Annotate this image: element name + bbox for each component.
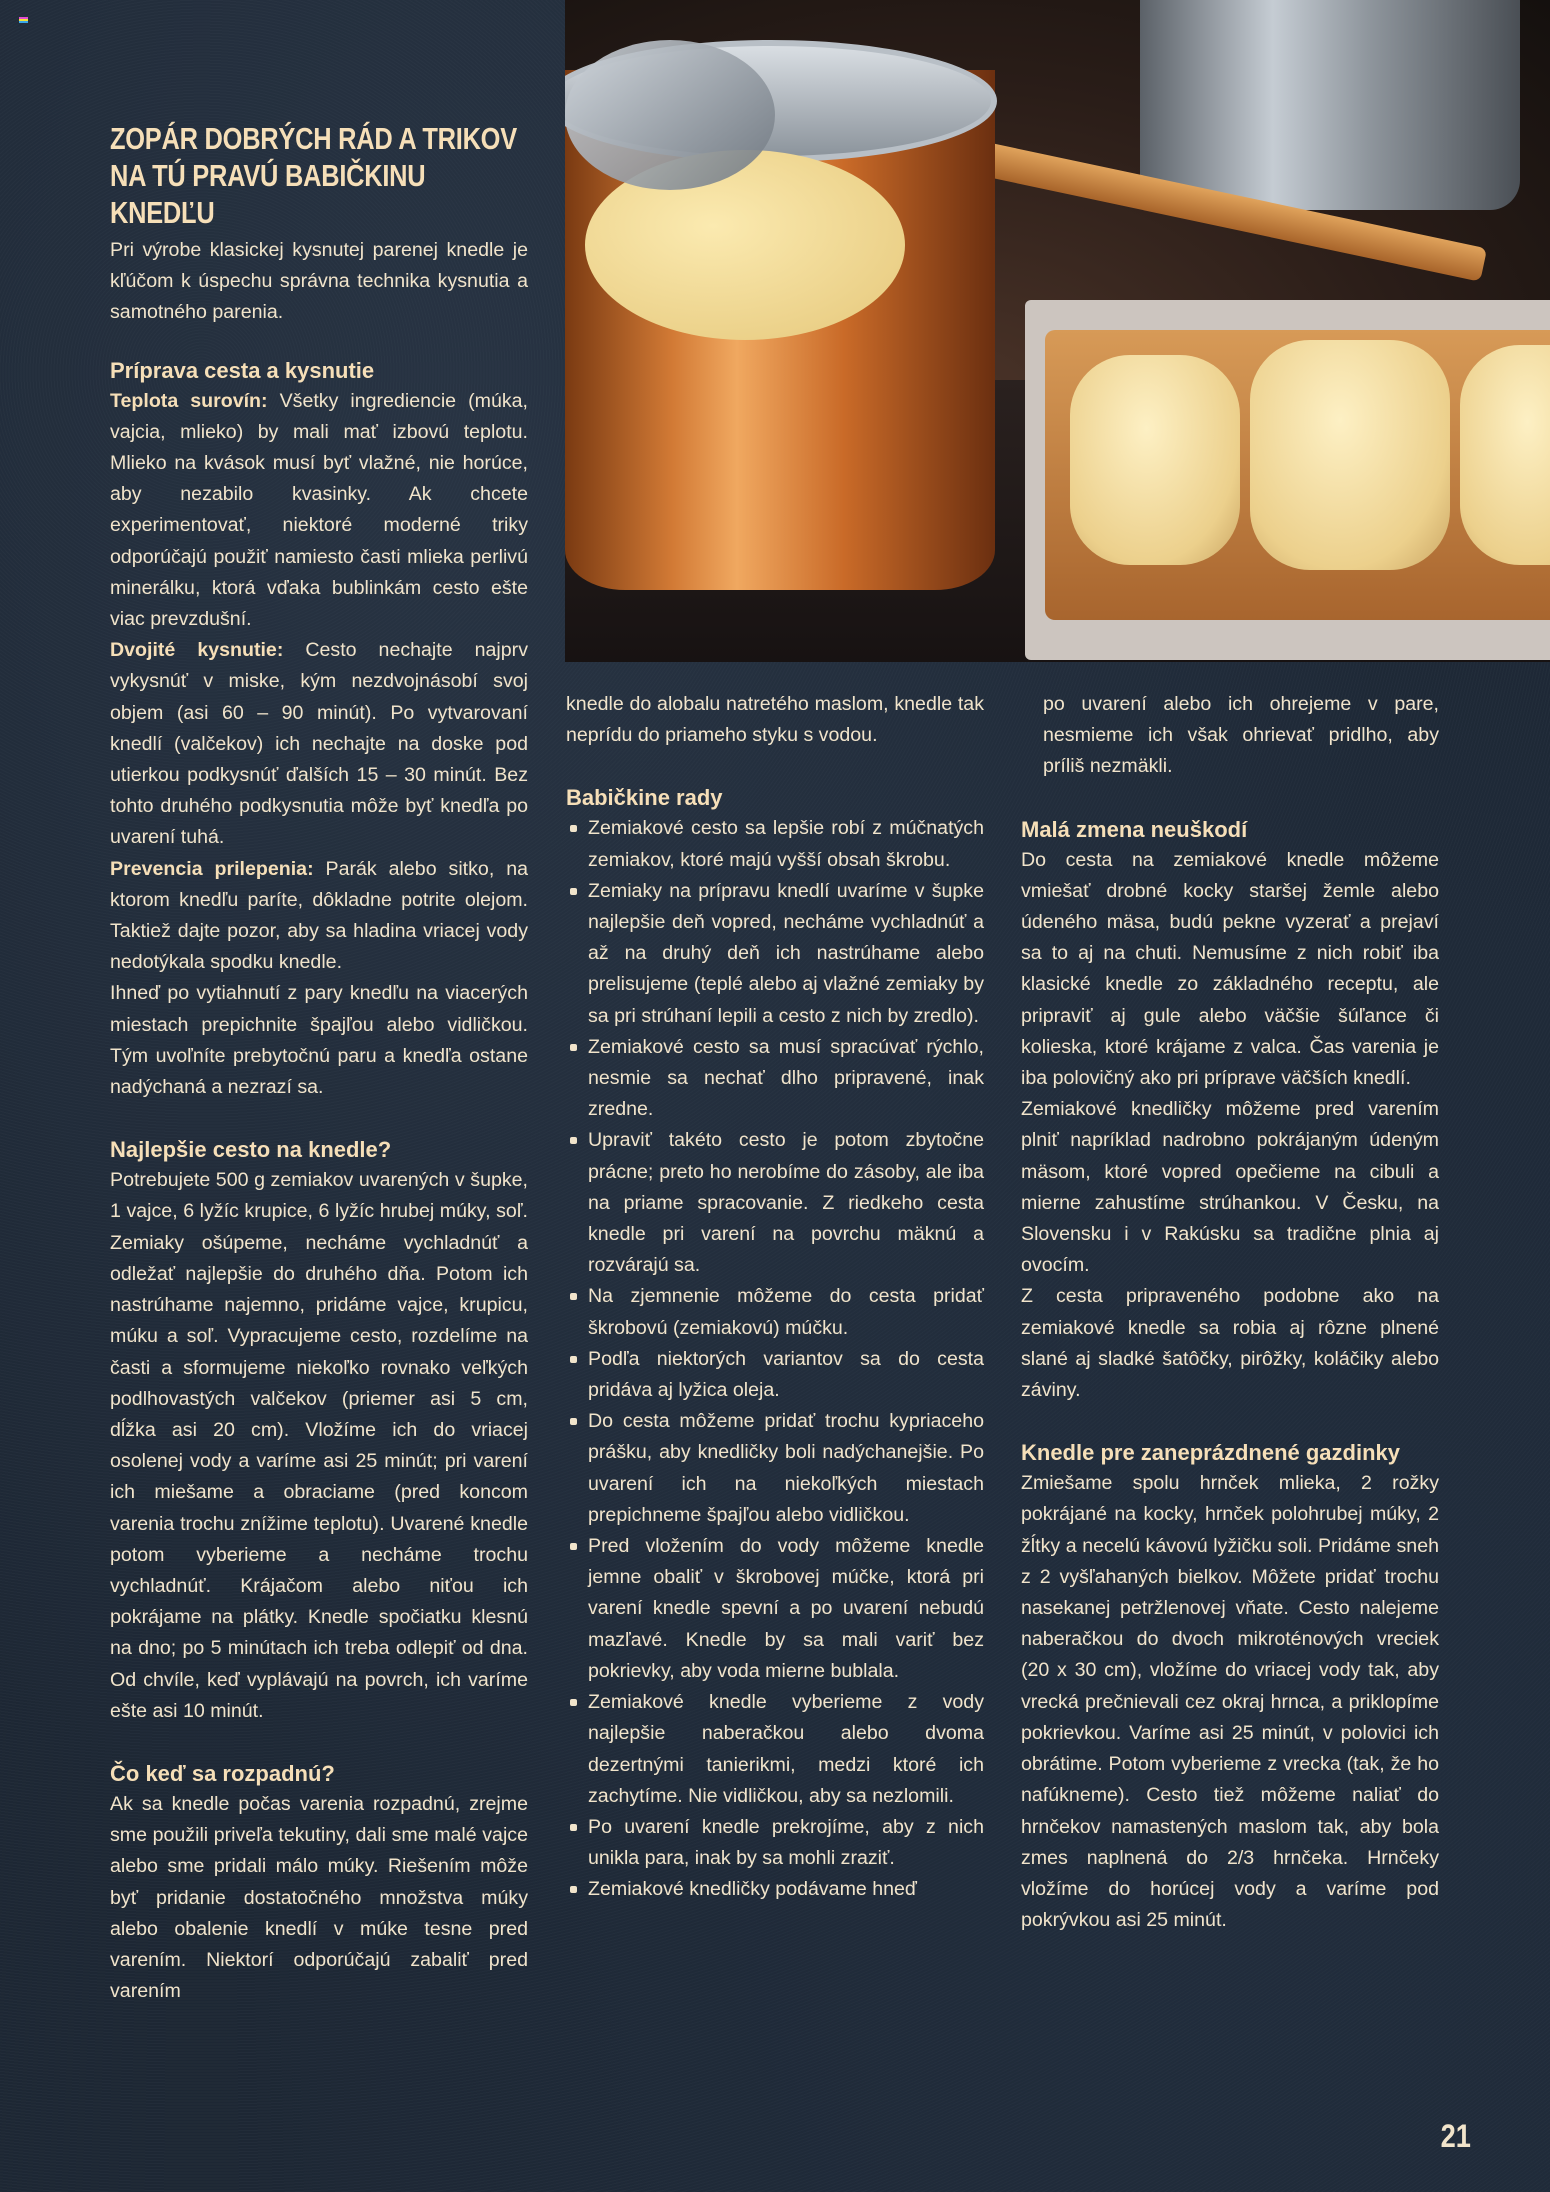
list-item: Na zjemnenie môžeme do cesta pridať škrobovú (zemiakovú) múčku. bbox=[566, 1281, 984, 1343]
steel-pot bbox=[1140, 0, 1520, 210]
body-paragraph: Zemiakové knedličky môžeme pred varením plniť napríklad nadrobno pokrájaným údeným mäsom, ktoré vopred opečieme na cibuli a mierne zahustíme strúhankou. V Česku, na Slovensku i v Rakúsku sa tradične plnia aj ovocím. bbox=[1021, 1098, 1439, 1277]
section-heading: Príprava cesta a kysnutie bbox=[110, 357, 375, 383]
column-1 bbox=[110, 120, 528, 2007]
title-line: NA TÚ PRAVÚ BABIČKINU KNEDĽU bbox=[110, 158, 426, 230]
body-paragraph: Zmiešame spolu hrnček mlieka, 2 rožky pokrájané na kocky, hrnček polohrubej múky, 2 žĺtky a necelú kávovú lyžičku soli. Pridáme sneh z 2 vyšľahaných bielkov. Môžete pridať trochu nasekanej petržlenovej vňate. Cesto nalejeme naberačkou do dvoch mikroténových vreciek (20 x 30 cm), vložíme do vriacej vody tak, aby vrecká prečnievali cez okraj hrnca, a priklopíme pokrievkou. Varíme asi 25 minút, v polovici ich obrátime. Potom vyberieme z vrecka (tak, že ho nafúkneme). Cesto tiež môžeme naliať do hrnčekov namastených maslom tak, aby bola zmes naplnená do 2/3 hrnčeka. Hrnčeky vložíme do horúcej vody a varíme pod pokrývkou asi 25 minút. bbox=[1021, 1472, 1439, 1932]
tip-text: Všetky ingrediencie (múka, vajcia, mlieko) by mali mať izbovú teplotu. Mlieko na kvások musí byť vlažné, nie horúce, aby nezabilo kvasinky. Ak chcete experimentovať, niektoré moderné triky odporúčajú použiť namiesto časti mlieka perlivú minerálku, ktorá vďaka bublinkám cesto ešte viac prevzdušní. bbox=[110, 389, 528, 631]
list-item: Zemiakové cesto sa musí spracúvať rýchlo, nesmie sa nechať dlho pripravené, inak zredne. bbox=[566, 1032, 984, 1126]
section-heading: Babičkine rady bbox=[566, 785, 723, 811]
body-paragraph: Do cesta na zemiakové knedle môžeme vmiešať drobné kocky staršej žemle alebo údeného mäsa, budú pekne vyzerať a prejaví sa to aj na chuti. Nemusíme z nich robiť iba klasické knedle zo základného receptu, ale pripraviť aj gule alebo väčšie šúľance či kolieska, ktoré krájame z valca. Čas varenia je iba polovičný ako pri príprave väčších knedlí. bbox=[1021, 848, 1439, 1090]
article-title bbox=[110, 120, 520, 231]
tip-lead: Prevencia prilepenia: bbox=[110, 857, 314, 880]
dumpling bbox=[1250, 340, 1450, 570]
body-paragraph: knedle do alobalu natretého maslom, knedle tak neprídu do priameho styku s vodou. bbox=[566, 693, 984, 747]
section-heading: Čo keď sa rozpadnú? bbox=[110, 1760, 335, 1786]
tip-paragraph bbox=[110, 635, 528, 853]
list-item: Po uvarení knedle prekrojíme, aby z nich unikla para, inak by sa mohli zraziť. bbox=[566, 1812, 984, 1874]
tips-list bbox=[566, 813, 984, 1905]
dumpling bbox=[1460, 345, 1550, 565]
body-paragraph: Ihneď po vytiahnutí z pary knedľu na viacerých miestach prepichnite špajľou alebo vidličkou. Tým uvoľníte prebytočnú paru a knedľa ostane nadýchaná a nezrazí sa. bbox=[110, 982, 528, 1099]
tip-paragraph bbox=[110, 386, 528, 636]
tip-text: Cesto nechajte najprv vykysnúť v miske, kým nezdvojnásobí svoj objem (asi 60 – 90 minút). Po vytvarovaní knedlí (valčekov) ich nechajte na doske pod utierkou podkysnúť ďalších 15 – 30 minút. Bez tohto druhého podkysnutia môže byť knedľa po uvarení tuhá. bbox=[110, 639, 528, 849]
tip-text: Parák alebo sitko, na ktorom knedľu paríte, dôkladne potrite olejom. Taktiež dajte pozor, aby sa hladina vriacej vody nedotýkala spodku knedle. bbox=[110, 857, 528, 974]
dumplings-photo bbox=[565, 0, 1550, 662]
list-item: Upraviť takéto cesto je potom zbytočne prácne; preto ho nerobíme do zásoby, ale iba na priame spracovanie. Z riedkeho cesta knedle pri varení na povrchu mäknú a rozvárajú sa. bbox=[566, 1125, 984, 1281]
list-item: Pred vložením do vody môžeme knedle jemne obaliť v škrobovej múčke, ktorá pri varení knedle spevní a po uvarení nebudú mazľavé. Knedle by sa mali variť bez pokrievky, aby voda mierne bublala. bbox=[566, 1531, 984, 1687]
list-item: Podľa niektorých variantov sa do cesta pridáva aj lyžica oleja. bbox=[566, 1344, 984, 1406]
column-2 bbox=[566, 689, 984, 1906]
intro-paragraph: Pri výrobe klasickej kysnutej parenej knedle je kľúčom k úspechu správna technika kysnutia a samotného parenia. bbox=[110, 239, 528, 324]
list-item: Zemiakové knedličky podávame hneď bbox=[566, 1874, 984, 1905]
section-heading: Najlepšie cesto na knedle? bbox=[110, 1137, 392, 1163]
body-paragraph: Z cesta pripraveného podobne ako na zemiakové knedle sa robia aj rôzne plnené slané aj sladké šatôčky, pirôžky, koláčiky alebo záviny. bbox=[1021, 1285, 1439, 1402]
list-item: Do cesta môžeme pridať trochu kypriaceho prášku, aby knedličky boli nadýchanejšie. Po uvarení ich na niekoľkých miestach prepichneme špajľou alebo vidličkou. bbox=[566, 1406, 984, 1531]
dumpling bbox=[1070, 355, 1240, 565]
section-heading: Malá zmena neuškodí bbox=[1021, 816, 1248, 842]
tip-paragraph bbox=[110, 854, 528, 979]
tip-lead: Teplota surovín: bbox=[110, 389, 268, 412]
list-item-continued: po uvarení alebo ich ohrejeme v pare, nesmieme ich však ohrievať pridlho, aby príliš nezmäkli. bbox=[1043, 693, 1439, 778]
body-paragraph: Potrebujete 500 g zemiakov uvarených v šupke, 1 vajce, 6 lyžíc krupice, 6 lyžíc hrubej múky, soľ. Zemiaky ošúpeme, necháme vychladnúť a odležať najlepšie do druhého dňa. Potom ich nastrúhame najemno, pridáme vajce, krupicu, múku a soľ. Vypracujeme cesto, rozdelíme na časti a sformujeme niekoľko rovnako veľkých podlhovastých valčekov (priemer asi 5 cm, dĺžka asi 20 cm). Vložíme ich do vriacej osolenej vody a varíme asi 25 minút; pri varení ich miešame a obraciame (pred koncom varenia trochu znížime teplotu). Uvarené knedle potom vyberieme a necháme trochu vychladnúť. Krájačom alebo niťou ich pokrájame na plátky. Knedle spočiatku klesnú na dno; po 5 minútach ich treba odlepiť od dna. Od chvíle, keď vyplávajú na povrch, ich varíme ešte asi 10 minút. bbox=[110, 1169, 528, 1722]
body-paragraph: Ak sa knedle počas varenia rozpadnú, zrejme sme použili priveľa tekutiny, dali sme malé vajce alebo sme pridali málo múky. Riešením môže byť pridanie dostatočného množstva múky alebo obalenie knedlí v múke tesne pred varením. Niektorí odporúčajú zabaliť pred varením bbox=[110, 1792, 528, 2003]
pot-lid bbox=[565, 40, 775, 190]
title-line: ZOPÁR DOBRÝCH RÁD A TRIKOV bbox=[110, 121, 517, 156]
column-3 bbox=[1021, 689, 1439, 1936]
section-heading: Knedle pre zaneprázdnené gazdinky bbox=[1021, 1440, 1400, 1466]
list-item: Zemiakové knedle vyberieme z vody najlepšie naberačkou alebo dvoma dezertnými tanierikmi, medzi ktoré ich zachytíme. Nie vidličkou, aby sa nezlomili. bbox=[566, 1687, 984, 1812]
printer-color-mark bbox=[19, 17, 28, 23]
tip-lead: Dvojité kysnutie: bbox=[110, 639, 284, 662]
page-number: 21 bbox=[1440, 2118, 1471, 2154]
list-item: Zemiaky na prípravu knedlí uvaríme v šupke najlepšie deň vopred, necháme vychladnúť a až na druhý deň ich nastrúhame alebo prelisujeme (teplé alebo aj vlažné zemiaky by sa pri strúhaní lepili a cesto z nich by zredlo). bbox=[566, 876, 984, 1032]
list-item: Zemiakové cesto sa lepšie robí z múčnatých zemiakov, ktoré majú vyšší obsah škrobu. bbox=[566, 813, 984, 875]
